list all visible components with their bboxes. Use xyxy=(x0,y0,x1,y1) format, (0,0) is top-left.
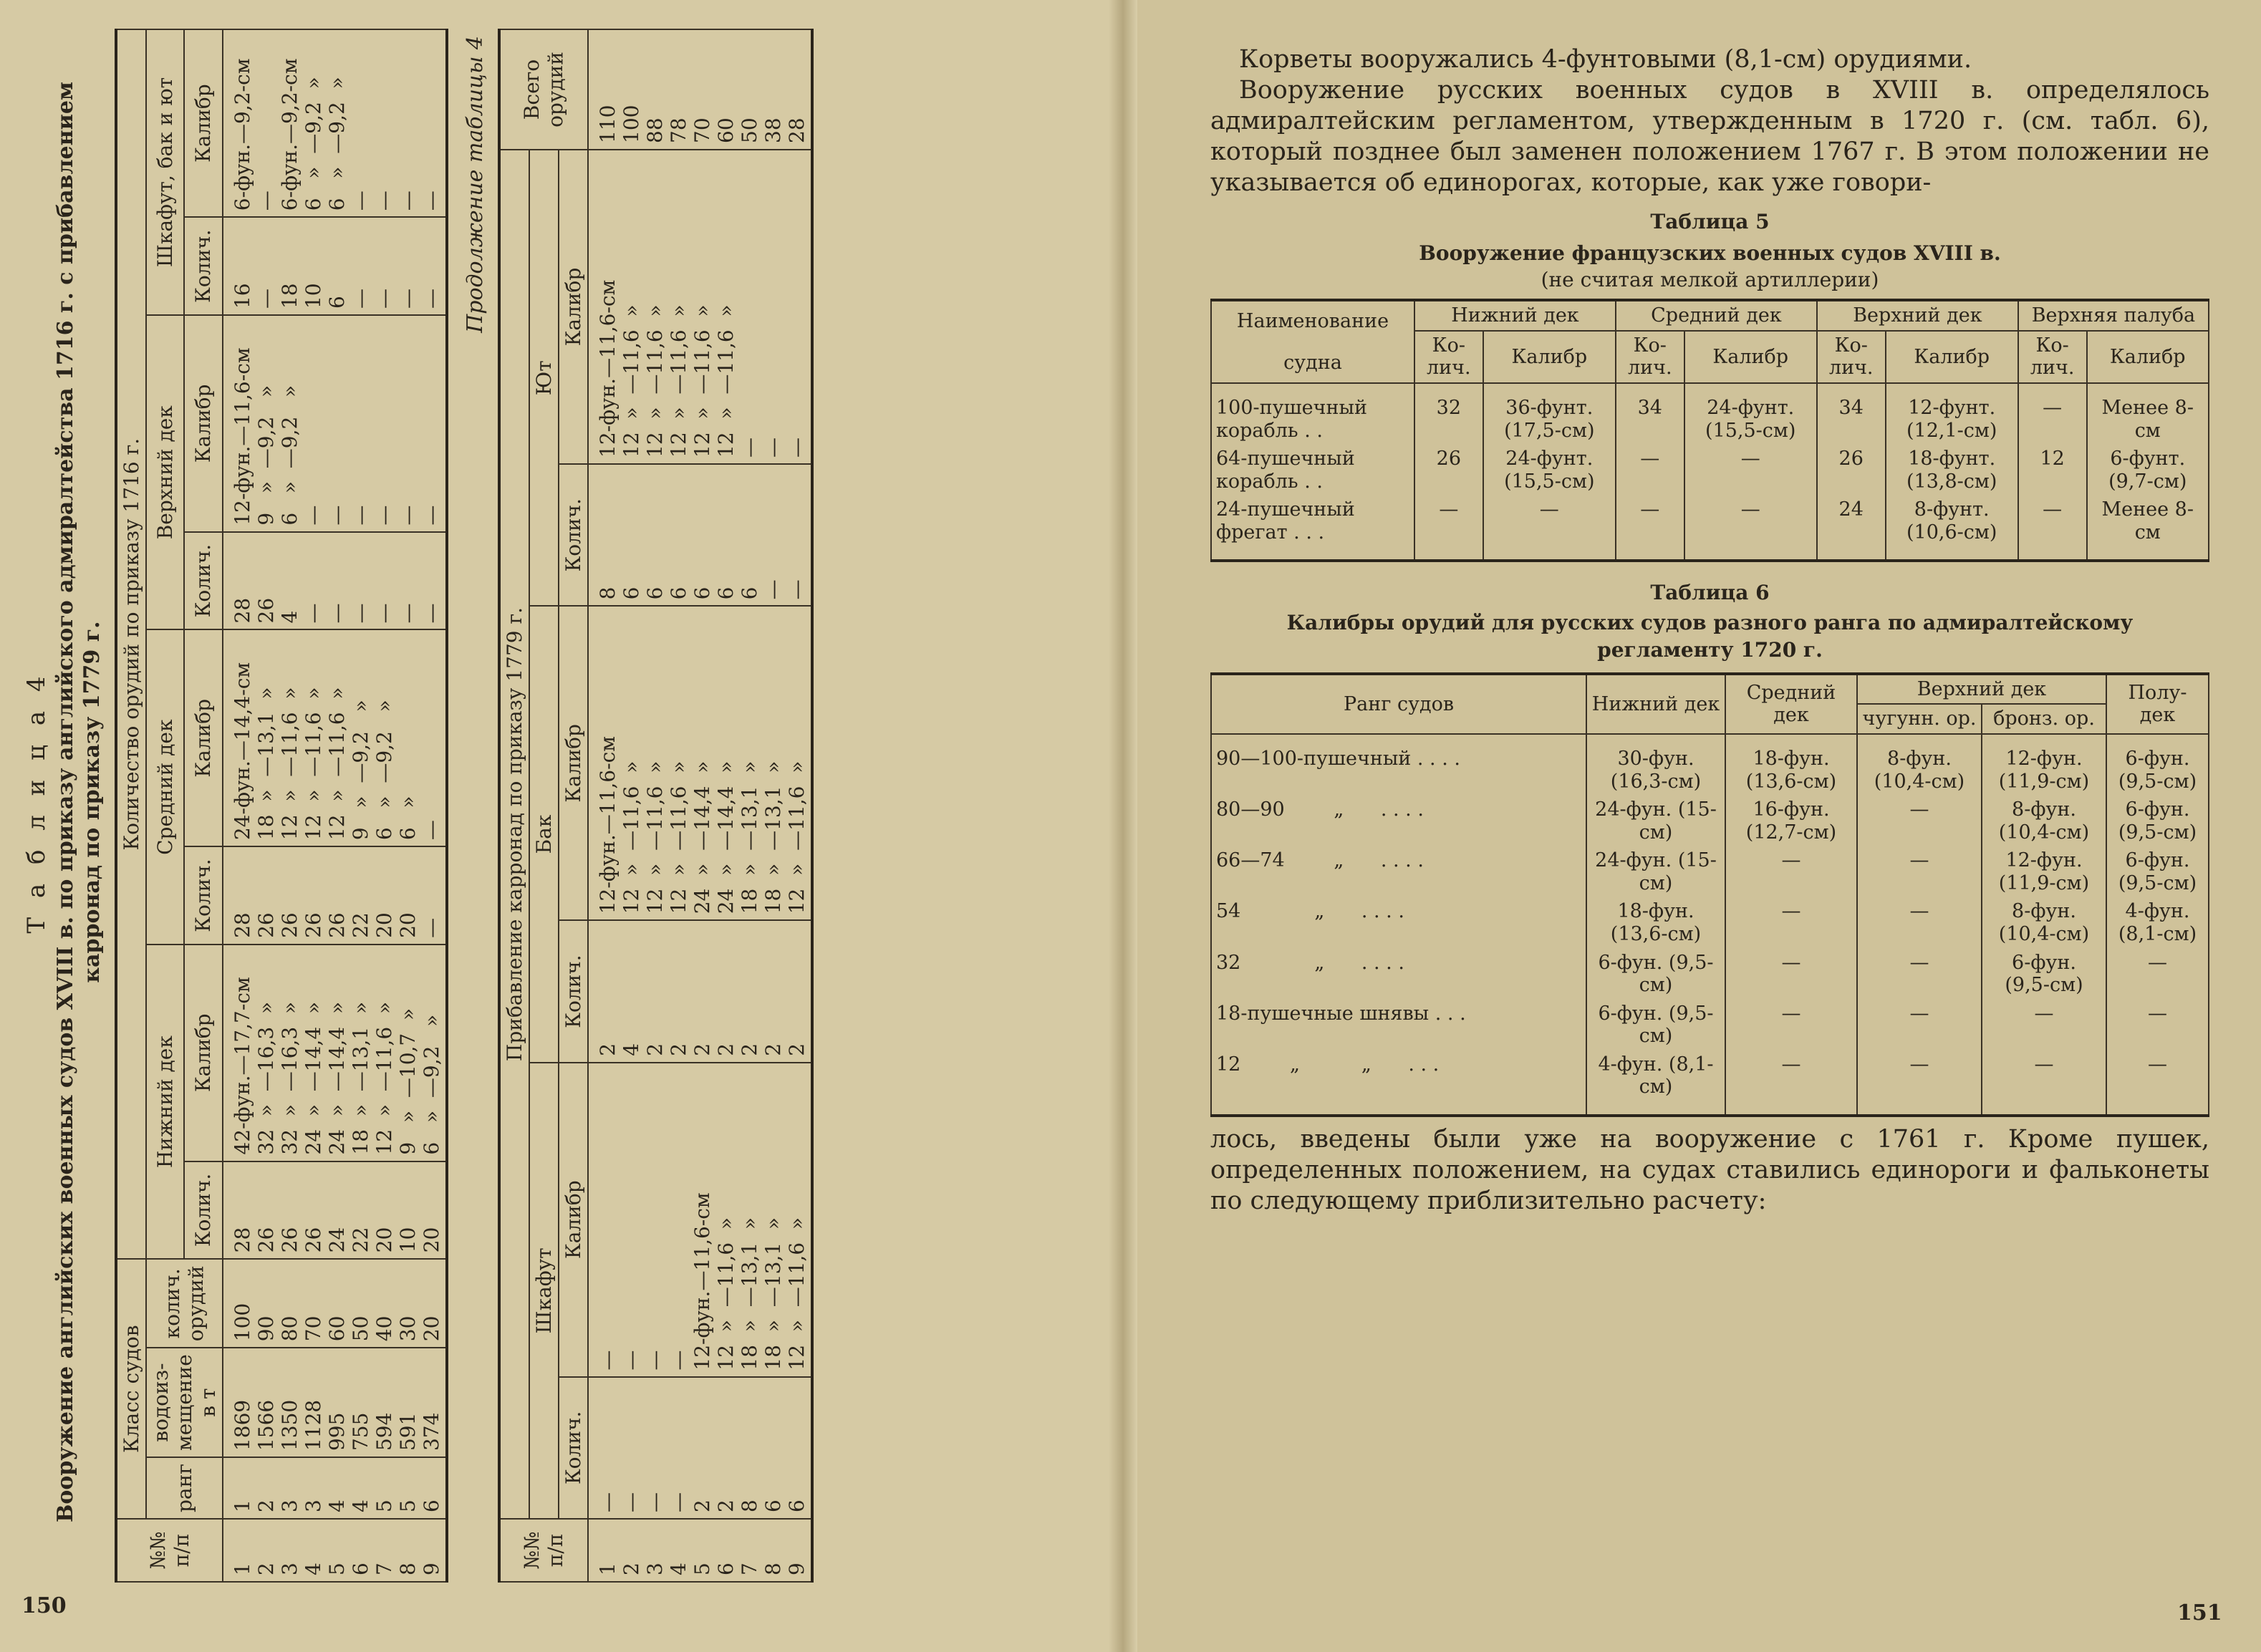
t6-lower: 24-фун. (15-см) xyxy=(1586,796,1725,846)
left-page xyxy=(0,0,1123,1652)
t6-lower: 4-фун. (8,1-см) xyxy=(1586,1050,1725,1116)
t5-name: 64-пушечный корабль . . xyxy=(1211,445,1414,496)
t4b-h-fc: Калибр xyxy=(559,606,588,920)
t5-tc: Менее 8-см xyxy=(2087,496,2209,561)
t4-h-middle: Средний дек xyxy=(146,629,185,944)
t6-h-bronze: бронз. ор. xyxy=(1982,704,2106,734)
t5-h-uq: Ко-лич. xyxy=(1817,331,1886,383)
t5-h-upper: Верхний дек xyxy=(1817,300,2018,331)
t6-half: — xyxy=(2106,949,2209,1000)
t6-rank: 66—74 „ . . . . xyxy=(1211,846,1586,897)
book-gutter xyxy=(1109,0,1137,1652)
t4-h-class: Класс судов xyxy=(116,1259,146,1519)
t5-mc: 24-фунт. (15,5-см) xyxy=(1684,383,1817,445)
table4-title-line2: карронад по приказу 1779 г. xyxy=(79,621,105,983)
t6-h-half: Полу-дек xyxy=(2106,674,2209,734)
t5-uc: 12-фунт. (12,1-см) xyxy=(1886,383,2018,445)
t6-middle: — xyxy=(1725,949,1857,1000)
t6-row xyxy=(1211,796,2209,846)
t4b-h-wq: Колич. xyxy=(559,1377,588,1519)
t6-middle: — xyxy=(1725,1000,1857,1050)
t6-row xyxy=(1211,1000,2209,1050)
t6-cast: — xyxy=(1857,897,1982,948)
t5-mc: — xyxy=(1684,496,1817,561)
left-page-number: 150 xyxy=(21,1593,67,1618)
t5-row xyxy=(1211,445,2209,496)
t5-lq: — xyxy=(1414,496,1483,561)
t5-h-tc: Калибр xyxy=(2087,331,2209,383)
t6-half: 4-фун. (8,1-см) xyxy=(2106,897,2209,948)
t4b-col-total: 110 100 88 78 70 60 50 38 28 xyxy=(588,29,812,150)
t6-lower: 6-фун. (9,5-см) xyxy=(1586,1000,1725,1050)
t4-col-middle-cal: 24-фун.—14,4-см 18 » —13,1 » 12 » —11,6 » 12 » —11,6 » 12 » —11,6 » 9 » —9,2 » 6 » —9,2 » 6 » — xyxy=(223,629,447,846)
t5-mc: — xyxy=(1684,445,1817,496)
t4b-h-fore: Бак xyxy=(529,606,559,1062)
t5-lc: 36-фунт. (17,5-см) xyxy=(1483,383,1616,445)
t4b-h-pc: Калибр xyxy=(559,150,588,464)
t4-h-qc: Калибр xyxy=(184,29,223,217)
t4b-col-poop-qty: 8 6 6 6 6 6 6 — — xyxy=(588,464,812,606)
t6-middle: 16-фун. (12,7-см) xyxy=(1725,796,1857,846)
t4-h-displacement: водоиз-мещение в т xyxy=(146,1348,223,1457)
t4b-col-fore-qty: 2 4 2 2 2 2 2 2 2 xyxy=(588,920,812,1062)
t6-row xyxy=(1211,846,2209,897)
right-page-number: 151 xyxy=(2177,1600,2222,1626)
table4-rotated-block xyxy=(21,21,814,1583)
t4b-h-num: №№ п/п xyxy=(499,1519,588,1582)
table5-subtitle: (не считая мелкой артиллерии) xyxy=(1541,267,1879,291)
t4b-h-fq: Колич. xyxy=(559,920,588,1062)
t6-cast: — xyxy=(1857,949,1982,1000)
t4-h-lower: Нижний дек xyxy=(146,945,185,1259)
table5-title: Вооружение французских военных судов XVIII в. xyxy=(1419,241,2001,266)
t5-row xyxy=(1211,383,2209,445)
t6-cast: — xyxy=(1857,1050,1982,1116)
t5-uc: 18-фунт. (13,8-см) xyxy=(1886,445,2018,496)
t5-h-top: Верхняя палуба xyxy=(2018,300,2209,331)
t5-tc: Менее 8-см xyxy=(2087,383,2209,445)
t6-h-middle: Средний дек xyxy=(1725,674,1857,734)
t6-middle: — xyxy=(1725,897,1857,948)
t4-h-lq: Колич. xyxy=(184,1161,223,1260)
t6-bronze: 6-фун. (9,5-см) xyxy=(1982,949,2106,1000)
t5-lq: 26 xyxy=(1414,445,1483,496)
t4-col-middle-qty: 28 26 26 26 26 22 20 20 — xyxy=(223,846,447,945)
t5-uq: 24 xyxy=(1817,496,1886,561)
t6-rank: 32 „ . . . . xyxy=(1211,949,1586,1000)
t4b-h-waist: Шкафут xyxy=(529,1063,559,1519)
t6-h-cast: чугунн. ор. xyxy=(1857,704,1982,734)
t4b-h-added: Прибавление карронад по приказу 1779 г. xyxy=(499,150,529,1519)
t5-h-middle: Средний дек xyxy=(1616,300,1817,331)
t4-col-lower-qty: 28 26 26 26 24 22 20 10 20 xyxy=(223,1161,447,1260)
t4-h-qq: Колич. xyxy=(184,217,223,315)
t4-col-upper-qty: 28 26 4 — — — — — — xyxy=(223,532,447,630)
t4b-col-fore-cal: 12-фун.—11,6-см 12 » —11,6 » 12 » —11,6 » 12 » —11,6 » 24 » —14,4 » 24 » —14,4 » 18 » —13,1 » 18 » —13,1 » 12 » —11,6 » xyxy=(588,606,812,920)
table5-label: Таблица 5 xyxy=(1650,210,1770,234)
t5-lc: 24-фунт. (15,5-см) xyxy=(1483,445,1616,496)
t4-col-quarter-qty: 16 — 18 10 6 — — — — xyxy=(223,217,447,315)
t6-lower: 18-фун. (13,6-см) xyxy=(1586,897,1725,948)
t6-half: — xyxy=(2106,1000,2209,1050)
t6-middle: 18-фун. (13,6-см) xyxy=(1725,734,1857,796)
t4-h-mc: Калибр xyxy=(184,629,223,846)
t6-h-upper: Верхний дек xyxy=(1857,674,2106,705)
t4b-h-wc: Калибр xyxy=(559,1063,588,1377)
t5-h-lc: Калибр xyxy=(1483,331,1616,383)
t4-h-rank: ранг xyxy=(146,1457,223,1519)
t5-name: 100-пушечный корабль . . xyxy=(1211,383,1414,445)
table4-part2 xyxy=(498,29,814,1583)
t6-h-lower: Нижний дек xyxy=(1586,674,1725,734)
t4-col-rank: 1 2 3 3 4 4 5 5 6 xyxy=(223,1457,447,1519)
t4-col-upper-cal: 12-фун.—11,6-см 9 » —9,2 » 6 » —9,2 » — — — — — — xyxy=(223,315,447,532)
t5-name: 24-пушечный фрегат . . . xyxy=(1211,496,1414,561)
t6-bronze: — xyxy=(1982,1000,2106,1050)
t5-h-name-l2: судна xyxy=(1283,351,1342,374)
t4-col-lower-cal: 42-фун.—17,7-см 32 » —16,3 » 32 » —16,3 » 24 » —14,4 » 24 » —14,4 » 18 » —13,1 » 12 » —11,6 » 9 » —10,7 » 6 » —9,2 » xyxy=(223,945,447,1161)
table4-part1 xyxy=(115,29,448,1583)
t6-bronze: 12-фун. (11,9-см) xyxy=(1982,734,2106,796)
t6-bronze: 8-фун. (10,4-см) xyxy=(1982,897,2106,948)
t4b-col-num: 1 2 3 4 5 6 7 8 9 xyxy=(588,1519,812,1582)
t4-h-total: колич. орудий xyxy=(146,1259,223,1348)
t4-h-uc: Калибр xyxy=(184,315,223,532)
t6-bronze: — xyxy=(1982,1050,2106,1116)
t5-h-lq: Ко-лич. xyxy=(1414,331,1483,383)
t6-half: — xyxy=(2106,1050,2209,1116)
t6-middle: — xyxy=(1725,846,1857,897)
t4b-h-total: Всего орудий xyxy=(499,29,588,150)
t6-bronze: 8-фун. (10,4-см) xyxy=(1982,796,2106,846)
t6-half: 6-фун. (9,5-см) xyxy=(2106,734,2209,796)
t4-col-displacement: 1869 1566 1350 1128 995 755 594 591 374 xyxy=(223,1348,447,1457)
t6-row xyxy=(1211,949,2209,1000)
table4-title: Вооружение английских военных судов XVIII в. по приказу английского адмиралтейства 1716 г. с прибавлением xyxy=(52,82,78,1523)
t5-h-name xyxy=(1211,300,1414,383)
t5-h-uc: Калибр xyxy=(1886,331,2018,383)
table6 xyxy=(1210,672,2209,1117)
t4-col-num: 1 2 3 4 5 6 7 8 9 xyxy=(223,1519,447,1582)
t6-lower: 6-фун. (9,5-см) xyxy=(1586,949,1725,1000)
para-unicorns: лось, введены были уже на вооружение с 1761 г. Кроме пушек, определенных положением, на судах ставились единороги и фальконеты по следующему приблизительно расчету: xyxy=(1210,1125,2209,1216)
t5-tc: 6-фунт. (9,7-см) xyxy=(2087,445,2209,496)
t6-rank: 54 „ . . . . xyxy=(1211,897,1586,948)
t4-col-quarter-cal: 6-фун.—9,2-см — 6-фун.—9,2-см 6 » —9,2 » 6 » —9,2 » — — — — xyxy=(223,29,447,217)
t4-h-lc: Калибр xyxy=(184,945,223,1161)
t5-h-name-l1: Наименование xyxy=(1236,310,1389,332)
t4b-col-waist-cal: — — — — 12-фун.—11,6-см 12 » —11,6 » 18 » —13,1 » 18 » —13,1 » 12 » —11,6 » xyxy=(588,1063,812,1377)
t4b-h-poop: Ют xyxy=(529,150,559,606)
t6-rank: 12 „ „ . . . xyxy=(1211,1050,1586,1116)
para-corvettes: Корветы вооружались 4-фунтовыми (8,1-см) орудиями. xyxy=(1239,45,1972,74)
t5-lq: 32 xyxy=(1414,383,1483,445)
t6-row xyxy=(1211,1050,2209,1116)
t5-mq: — xyxy=(1616,496,1684,561)
t5-h-tq: Ко-лич. xyxy=(2018,331,2087,383)
table5 xyxy=(1210,299,2209,562)
t4b-col-poop-cal: 12-фун.—11,6-см 12 » —11,6 » 12 » —11,6 » 12 » —11,6 » 12 » —11,6 » 12 » —11,6 » — — — xyxy=(588,150,812,464)
t5-uq: 34 xyxy=(1817,383,1886,445)
t5-uq: 26 xyxy=(1817,445,1886,496)
t5-tq: 12 xyxy=(2018,445,2087,496)
t5-h-mc: Калибр xyxy=(1684,331,1817,383)
t6-lower: 30-фун. (16,3-см) xyxy=(1586,734,1725,796)
t5-mq: — xyxy=(1616,445,1684,496)
t6-rank: 80—90 „ . . . . xyxy=(1211,796,1586,846)
t5-h-lower: Нижний дек xyxy=(1414,300,1616,331)
t6-middle: — xyxy=(1725,1050,1857,1116)
t4-h-num: №№ п/п xyxy=(116,1519,223,1582)
t6-lower: 24-фун. (15-см) xyxy=(1586,846,1725,897)
t6-half: 6-фун. (9,5-см) xyxy=(2106,846,2209,897)
t4-h-quarter: Шкафут, бак и ют xyxy=(146,29,185,315)
table4-continuation: Продолжение таблицы 4 xyxy=(462,36,488,333)
t4-h-mq: Колич. xyxy=(184,846,223,945)
t5-row xyxy=(1211,496,2209,561)
t5-lc: — xyxy=(1483,496,1616,561)
t6-rank: 90—100-пушечный . . . . xyxy=(1211,734,1586,796)
t4b-col-waist-qty: — — — — 2 2 8 6 6 xyxy=(588,1377,812,1519)
t5-uc: 8-фунт. (10,6-см) xyxy=(1886,496,2018,561)
t5-tq: — xyxy=(2018,496,2087,561)
t5-mq: 34 xyxy=(1616,383,1684,445)
t4-h-count1716: Количество орудий по приказу 1716 г. xyxy=(116,29,146,1259)
t4b-h-pq: Колич. xyxy=(559,464,588,606)
t6-row xyxy=(1211,734,2209,796)
t6-row xyxy=(1211,897,2209,948)
t6-cast: 8-фун. (10,4-см) xyxy=(1857,734,1982,796)
table4-label: Т а б л и ц а 4 xyxy=(22,670,51,934)
t5-h-mq: Ко-лич. xyxy=(1616,331,1684,383)
table4-heading xyxy=(21,21,106,1583)
t5-tq: — xyxy=(2018,383,2087,445)
right-page-content xyxy=(1210,44,2209,1217)
t6-cast: — xyxy=(1857,796,1982,846)
t4-h-upper: Верхний дек xyxy=(146,315,185,629)
t4-h-uq: Колич. xyxy=(184,532,223,630)
t6-cast: — xyxy=(1857,846,1982,897)
table6-label: Таблица 6 xyxy=(1650,581,1770,605)
t6-bronze: 12-фун. (11,9-см) xyxy=(1982,846,2106,897)
t4-col-total: 100 90 80 70 60 50 40 30 20 xyxy=(223,1259,447,1348)
t6-half: 6-фун. (9,5-см) xyxy=(2106,796,2209,846)
table6-title: Калибры орудий для русских судов разного ранга по адмиралтейскому регламенту 1720 г. xyxy=(1286,611,2134,662)
para-russian-armament: Вооружение русских военных судов в XVIII в. определялось адмиралтейским регламентом, утвержденным в 1720 г. (см. табл. 6), который позднее был заменен положением 1767 г. В этом положении не указывается об единорогах, которые, как уже говори- xyxy=(1210,76,2209,198)
t6-cast: — xyxy=(1857,1000,1982,1050)
t6-h-rank: Ранг судов xyxy=(1211,674,1586,734)
t6-rank: 18-пушечные шнявы . . . xyxy=(1211,1000,1586,1050)
